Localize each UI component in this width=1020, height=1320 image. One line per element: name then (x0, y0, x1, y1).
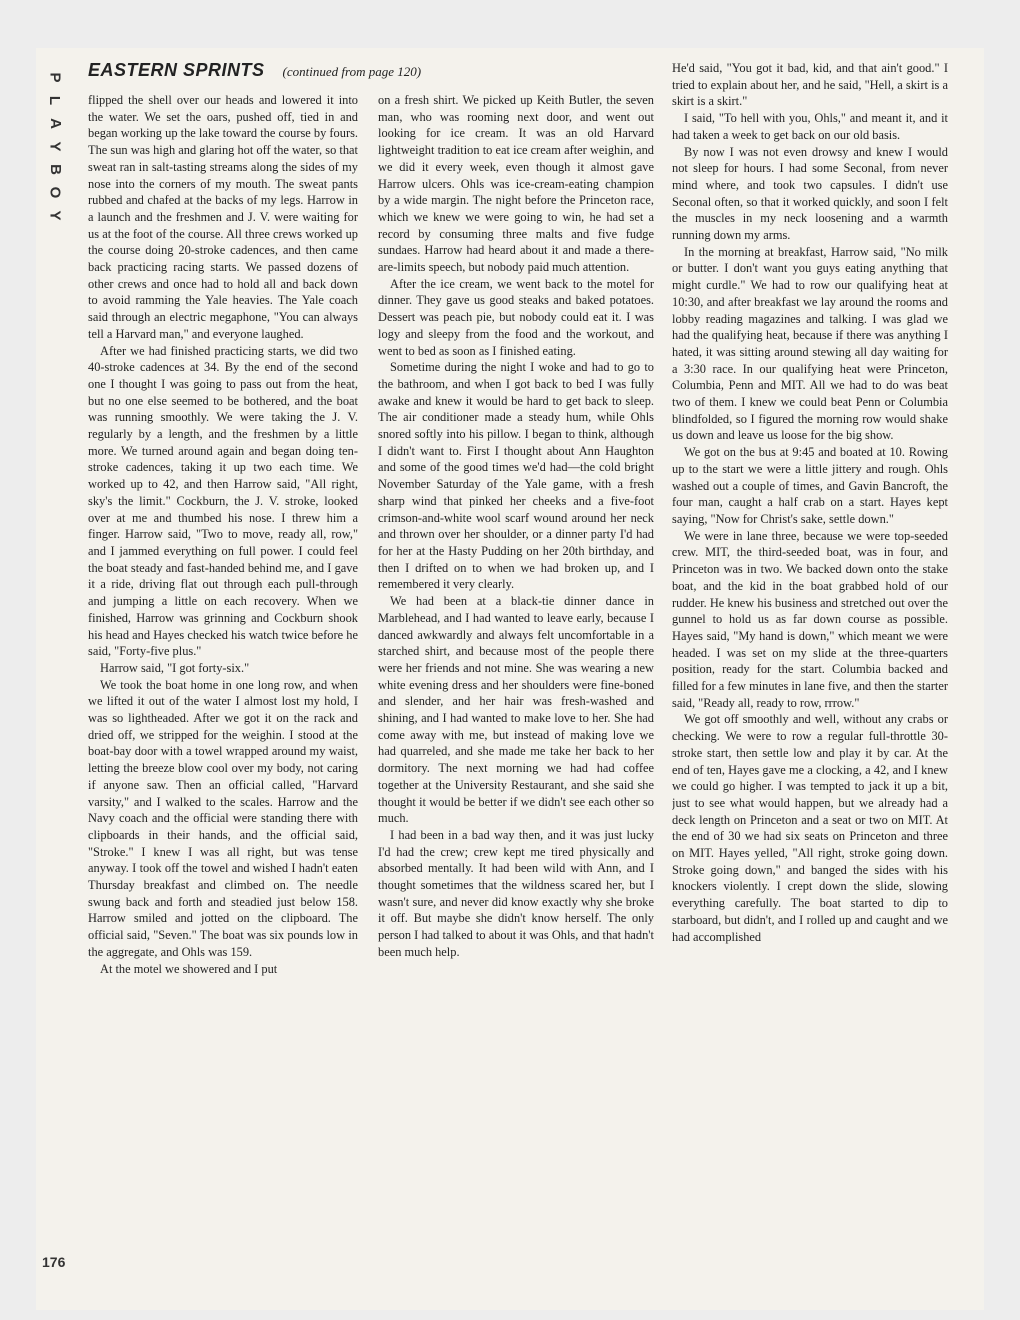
paragraph: I had been in a bad way then, and it was just lucky I'd had the crew; crew kept me tired physically and absorbed mentally. It had been wild with Ann, and I thought sometimes that the wildness scared her, but I wasn't sure, and never did know exactly why she broke it off. But maybe she didn't know herself. The only person I had talked to about it was Ohls, and that hadn't been much help. (378, 827, 654, 959)
paragraph: flipped the shell over our heads and lowered it into the water. We set the oars, pushed off, tied in and began working up the lake toward the course by fours. The sun was high and glaring hot off the water, so that sweat ran in salt-tasting streams along the sides of my nose into the corners of my mouth. The sweat pants rubbed and chafed at the backs of my legs. Harrow in a launch and the freshmen and J. V. were waiting for us at the foot of the course. All three crews worked up the course doing 20-stroke cadences, and then came back practicing racing starts. We passed dozens of other crews and once had to hold all and back down to avoid ramming the Yale heavies. The Yale coach said through an electric megaphone, "You can always tell a Harvard man," and everyone laughed. (88, 93, 358, 341)
paragraph: After the ice cream, we went back to the motel for dinner. They gave us good steaks and baked potatoes. Dessert was peach pie, but nobody could eat it. I was logy and sleepy from the food and the workout, and went to bed as soon as I finished eating. (378, 276, 654, 358)
article-title: EASTERN SPRINTS (88, 60, 265, 80)
paragraph: Sometime during the night I woke and had to go to the bathroom, and when I got back to bed I was fully awake and knew it would be hard to get back to sleep. The air conditioner made a steady hum, while Ohls snored softly into his pillow. I began to think, although I didn't want to. First I thought about Ann Haughton and some of the good times we'd had—the cold bright November Saturday of the Yale game, with a fresh sharp wind that pinked her cheeks and a five-foot crimson-and-white wool scarf wound around her neck and thrown over her shoulder, or a dinner party I'd had for her at the Hasty Pudding on her 20th birthday, and then I drifted on to when we had broken up, and I remembered it very clearly. (378, 360, 654, 592)
paragraph: At the motel we showered and I put (100, 961, 278, 976)
paragraph: We got off smoothly and well, without any crabs or checking. We were to row a regular full-throttle 30-stroke start, then settle low and play it by car. At the end of ten, Hayes gave me a clocking, a 42, and I knew we could go higher. I was tempted to jack it up a bit, just to see what would happen, but we already had a deck length on Princeton and a seat or two on MIT. At the end of 30 we had six seats on Princeton and three on MIT. Hayes yelled, "All right, stroke going down. Stroke going down," and banged the sides with his knockers violently. I crept down the slide, slowing everything carefully. The boat started to dip to starboard, but didn't, and I rolled up and caught and we had accomplished (672, 712, 948, 944)
paragraph: By now I was not even drowsy and knew I would not sleep for hours. I had some Seconal, from never mind where, and took two capsules. I didn't use Seconal often, so that it worked quickly, and soon I felt the muscles in my neck loosening and a warmth running down my arms. (672, 144, 948, 243)
page-number: 176 (42, 1254, 66, 1270)
paragraph: We had been at a black-tie dinner dance in Marblehead, and I had wanted to leave early, because I danced awkwardly and always felt uncomfortable in a starched shirt, and because most of the people there were her friends and not mine. She was wearing a new white evening dress and her shoulders were fine-boned and slender, and her hair was fresh-washed and shining, and I had wanted to make love to her. She had come away with me, but instead of making love we had quarreled, and she made me take her back to her dormitory. The next morning we had had coffee together at the University Restaurant, and she said she thought it would be better if we didn't see each other so much. (378, 594, 654, 826)
continued-note: (continued from page 120) (282, 64, 422, 79)
paragraph: After we had finished practicing starts, we did two 40-stroke cadences at 34. By the end of the second one I thought I was going to pass out from the heat, but no one else seemed to be bothered, and the boat was running smoothly. We were taking the J. V. regularly by a length, and the freshmen by a little more. We turned around again and began doing ten-stroke cadences, taking it up two each time. We worked up to 42, and then Harrow said, "All right, sky's the limit." Cockburn, the J. V. stroke, looked over at me and thumbed his nose. I threw him a finger. Harrow said, "Two to move, ready all, row," and I jammed everything on full power. I could feel the boat steady and fast-handed behind me, and I gave it a ride, driving flat out through each pull-through and jumping a little on each recovery. When we finished, Harrow was grinning and Cockburn shook his head and Hayes checked his watch twice before he said, "Forty-five plus." (88, 343, 358, 659)
paragraph: I said, "To hell with you, Ohls," and meant it, and it had taken a week to get back on our old basis. (672, 111, 948, 142)
magazine-logo: P L A Y B O Y (46, 72, 64, 221)
paragraph: on a fresh shirt. We picked up Keith Butler, the seven man, who was rooming next door, and went out looking for ice cream. It was an old Harvard lightweight tradition to eat ice cream after weighin, and we did it every week, even though it almost gave Harrow ulcers. Ohls was ice-cream-eating champion by a wide margin. The night before the Princeton race, which we knew we were going to win, he had set a record by consuming three malts and five fudge sundaes. Harrow had heard about it and made a there-are-limits speech, but nobody paid much attention. (378, 93, 654, 275)
text-column-1 (88, 92, 358, 1274)
paragraph: We got on the bus at 9:45 and boated at 10. Rowing up to the start we were a little jittery and rough. Ohls washed out a couple of times, and Gavin Bancroft, the four man, caught a half crab on a start. Hayes kept saying, "Now for Christ's sake, settle down." (672, 445, 948, 526)
paragraph: We were in lane three, because we were top-seeded crew. MIT, the third-seeded boat, was in four, and Princeton was in two. We backed down onto the stake boat, and the kid in the boat grabbed hold of our rudder. He knew his business and stretched out over the gunnel to hold us as far down course as possible. Hayes said, "My hand is down," which meant we were headed. I was set on my slide at the three-quarters position, ready for the start. Columbia backed and filled for a few minutes in lane five, and then the starter said, "Ready all, ready to row, rrrow." (672, 528, 948, 710)
text-column-2 (378, 92, 654, 1274)
article-header (88, 60, 648, 86)
paragraph: Harrow said, "I got forty-six." (100, 660, 250, 675)
paragraph: In the morning at breakfast, Harrow said, "No milk or butter. I don't want you guys eating anything that might curdle." We had to row our qualifying heat at 10:30, and after breakfast we lay around the rooms and lobby reading magazines and talking. I was glad we had the qualifying heat, because if there was anything I hated, it was sitting around stewing all day waiting for a 3:30 race. In our qualifying heat were Princeton, Columbia, Penn and MIT. All we had to do was beat two of them. I knew we could beat Penn or Columbia blindfolded, so I figured the morning row would shake us down and leave us loose for the big show. (672, 244, 948, 443)
paragraph: We took the boat home in one long row, and when we lifted it out of the water I almost lost my hold, I was so lightheaded. After we got it on the rack and dried off, we stripped for the weighin. I stood at the boat-bay door with a towel wrapped around my waist, letting the breeze blow cool over my body, not caring if anyone saw. Then an official called, "Harvard varsity," and I walked to the scales. Harrow and the Navy coach and the official were standing there with clipboards in their hands, and the official said, "Stroke." I knew I was all right, but was tense anyway. I took off the towel and wished I hadn't eaten Thursday breakfast and climbed on. The needle swung back and forth and steadied just below 158. Harrow smiled and jotted on the clipboard. The official said, "Seven." The boat was six pounds low in the aggregate, and Ohls was 159. (88, 677, 358, 959)
paragraph: He'd said, "You got it bad, kid, and that ain't good." I tried to explain about her, and he said, "Hell, a skirt is a skirt is a skirt." (672, 61, 948, 109)
text-column-3 (672, 60, 948, 1274)
